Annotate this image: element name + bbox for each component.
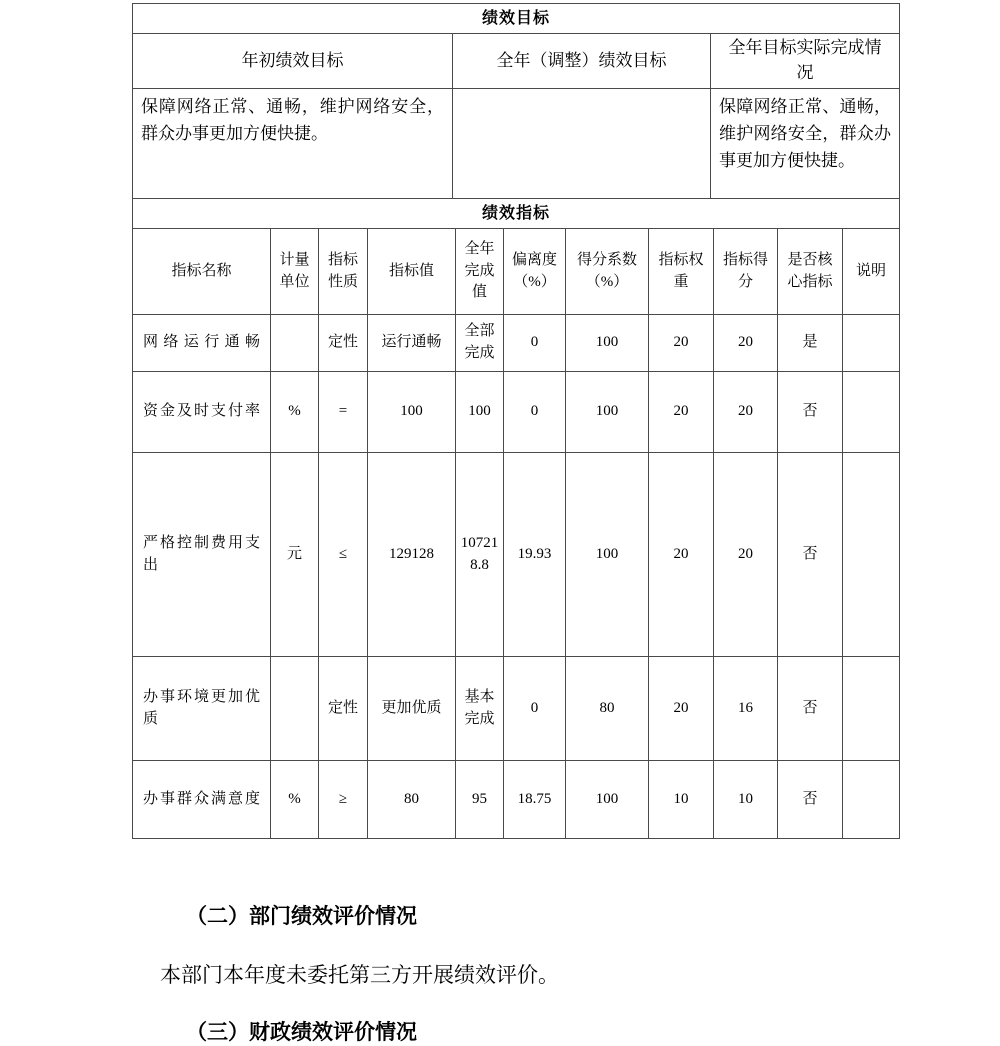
indicator-weight: 20 (649, 372, 714, 453)
indicator-note (843, 761, 900, 839)
indicator-col-header-weight: 指标权重 (649, 229, 714, 315)
indicator-row (133, 315, 900, 372)
indicator-note (843, 315, 900, 372)
indicator-score: 20 (714, 315, 778, 372)
indicator-core-flag: 否 (778, 761, 843, 839)
indicator-score: 16 (714, 657, 778, 761)
indicator-unit: % (271, 372, 319, 453)
section-heading-3: （三）财政绩效评价情况 (186, 1020, 417, 1044)
table-row (133, 89, 900, 199)
indicator-name: 网络运行通畅 (133, 315, 271, 372)
goals-col-header-actual: 全年目标实际完成情况 (711, 34, 900, 89)
indicator-target-value: 129128 (368, 453, 456, 657)
table-row (133, 199, 900, 229)
indicator-deviation: 0 (504, 372, 566, 453)
section-2-body-text: 本部门本年度未委托第三方开展绩效评价。 (160, 962, 559, 987)
indicator-core-flag: 否 (778, 453, 843, 657)
indicator-unit: % (271, 761, 319, 839)
indicator-name: 严格控制费用支出 (133, 453, 271, 657)
indicator-core-flag: 否 (778, 657, 843, 761)
goal-text-adjusted (453, 89, 711, 199)
indicator-row (133, 761, 900, 839)
indicator-col-header-nature: 指标性质 (319, 229, 368, 315)
indicator-target-value: 100 (368, 372, 456, 453)
indicator-nature: = (319, 372, 368, 453)
indicator-nature: 定性 (319, 657, 368, 761)
indicator-deviation: 0 (504, 315, 566, 372)
indicator-weight: 20 (649, 453, 714, 657)
indicator-col-header-target-value: 指标值 (368, 229, 456, 315)
indicator-nature: 定性 (319, 315, 368, 372)
indicator-score-coefficient: 100 (566, 315, 649, 372)
indicator-name: 资金及时支付率 (133, 372, 271, 453)
indicator-completed-value: 95 (456, 761, 504, 839)
indicator-nature: ≤ (319, 453, 368, 657)
indicator-row (133, 657, 900, 761)
indicator-note (843, 453, 900, 657)
indicator-score-coefficient: 100 (566, 761, 649, 839)
indicator-note (843, 372, 900, 453)
indicator-deviation: 19.93 (504, 453, 566, 657)
indicator-completed-value: 100 (456, 372, 504, 453)
table-row (133, 229, 900, 315)
indicator-target-value: 运行通畅 (368, 315, 456, 372)
section-heading-2: （二）部门绩效评价情况 (186, 904, 417, 928)
indicator-deviation: 18.75 (504, 761, 566, 839)
indicator-col-header-score: 指标得分 (714, 229, 778, 315)
document-page (0, 3, 1000, 1046)
goals-col-header-initial: 年初绩效目标 (133, 34, 453, 89)
indicator-unit (271, 315, 319, 372)
indicators-section-title: 绩效指标 (133, 199, 900, 229)
indicator-target-value: 80 (368, 761, 456, 839)
goal-text-actual: 保障网络正常、通畅，维护网络安全，群众办事更加方便快捷。 (711, 89, 900, 199)
performance-indicators-table (132, 198, 900, 839)
indicator-col-header-name: 指标名称 (133, 229, 271, 315)
indicator-completed-value: 基本完成 (456, 657, 504, 761)
indicator-target-value: 更加优质 (368, 657, 456, 761)
table-row (133, 34, 900, 89)
indicator-score: 20 (714, 453, 778, 657)
indicator-unit (271, 657, 319, 761)
indicator-weight: 10 (649, 761, 714, 839)
indicator-score: 20 (714, 372, 778, 453)
indicator-score-coefficient: 100 (566, 453, 649, 657)
indicator-score-coefficient: 80 (566, 657, 649, 761)
indicator-name: 办事群众满意度 (133, 761, 271, 839)
indicator-weight: 20 (649, 657, 714, 761)
indicator-col-header-note: 说明 (843, 229, 900, 315)
footer-text-block (160, 901, 1000, 1046)
indicator-core-flag: 否 (778, 372, 843, 453)
indicator-completed-value: 全部完成 (456, 315, 504, 372)
indicator-col-header-completed-value: 全年完成值 (456, 229, 504, 315)
indicator-core-flag: 是 (778, 315, 843, 372)
performance-goals-table (132, 3, 900, 199)
indicator-row (133, 372, 900, 453)
indicator-deviation: 0 (504, 657, 566, 761)
indicator-name: 办事环境更加优质 (133, 657, 271, 761)
indicator-nature: ≥ (319, 761, 368, 839)
indicator-row (133, 453, 900, 657)
indicator-col-header-deviation: 偏离度（%） (504, 229, 566, 315)
goal-text-initial: 保障网络正常、通畅，维护网络安全，群众办事更加方便快捷。 (133, 89, 453, 199)
indicator-note (843, 657, 900, 761)
table-row (133, 4, 900, 34)
indicator-completed-value: 107218.8 (456, 453, 504, 657)
indicator-col-header-score-coefficient: 得分系数（%） (566, 229, 649, 315)
goals-section-title: 绩效目标 (133, 4, 900, 34)
indicator-score-coefficient: 100 (566, 372, 649, 453)
goals-col-header-adjusted: 全年（调整）绩效目标 (453, 34, 711, 89)
indicator-col-header-core: 是否核心指标 (778, 229, 843, 315)
indicator-score: 10 (714, 761, 778, 839)
indicator-unit: 元 (271, 453, 319, 657)
indicator-col-header-unit: 计量单位 (271, 229, 319, 315)
indicator-weight: 20 (649, 315, 714, 372)
